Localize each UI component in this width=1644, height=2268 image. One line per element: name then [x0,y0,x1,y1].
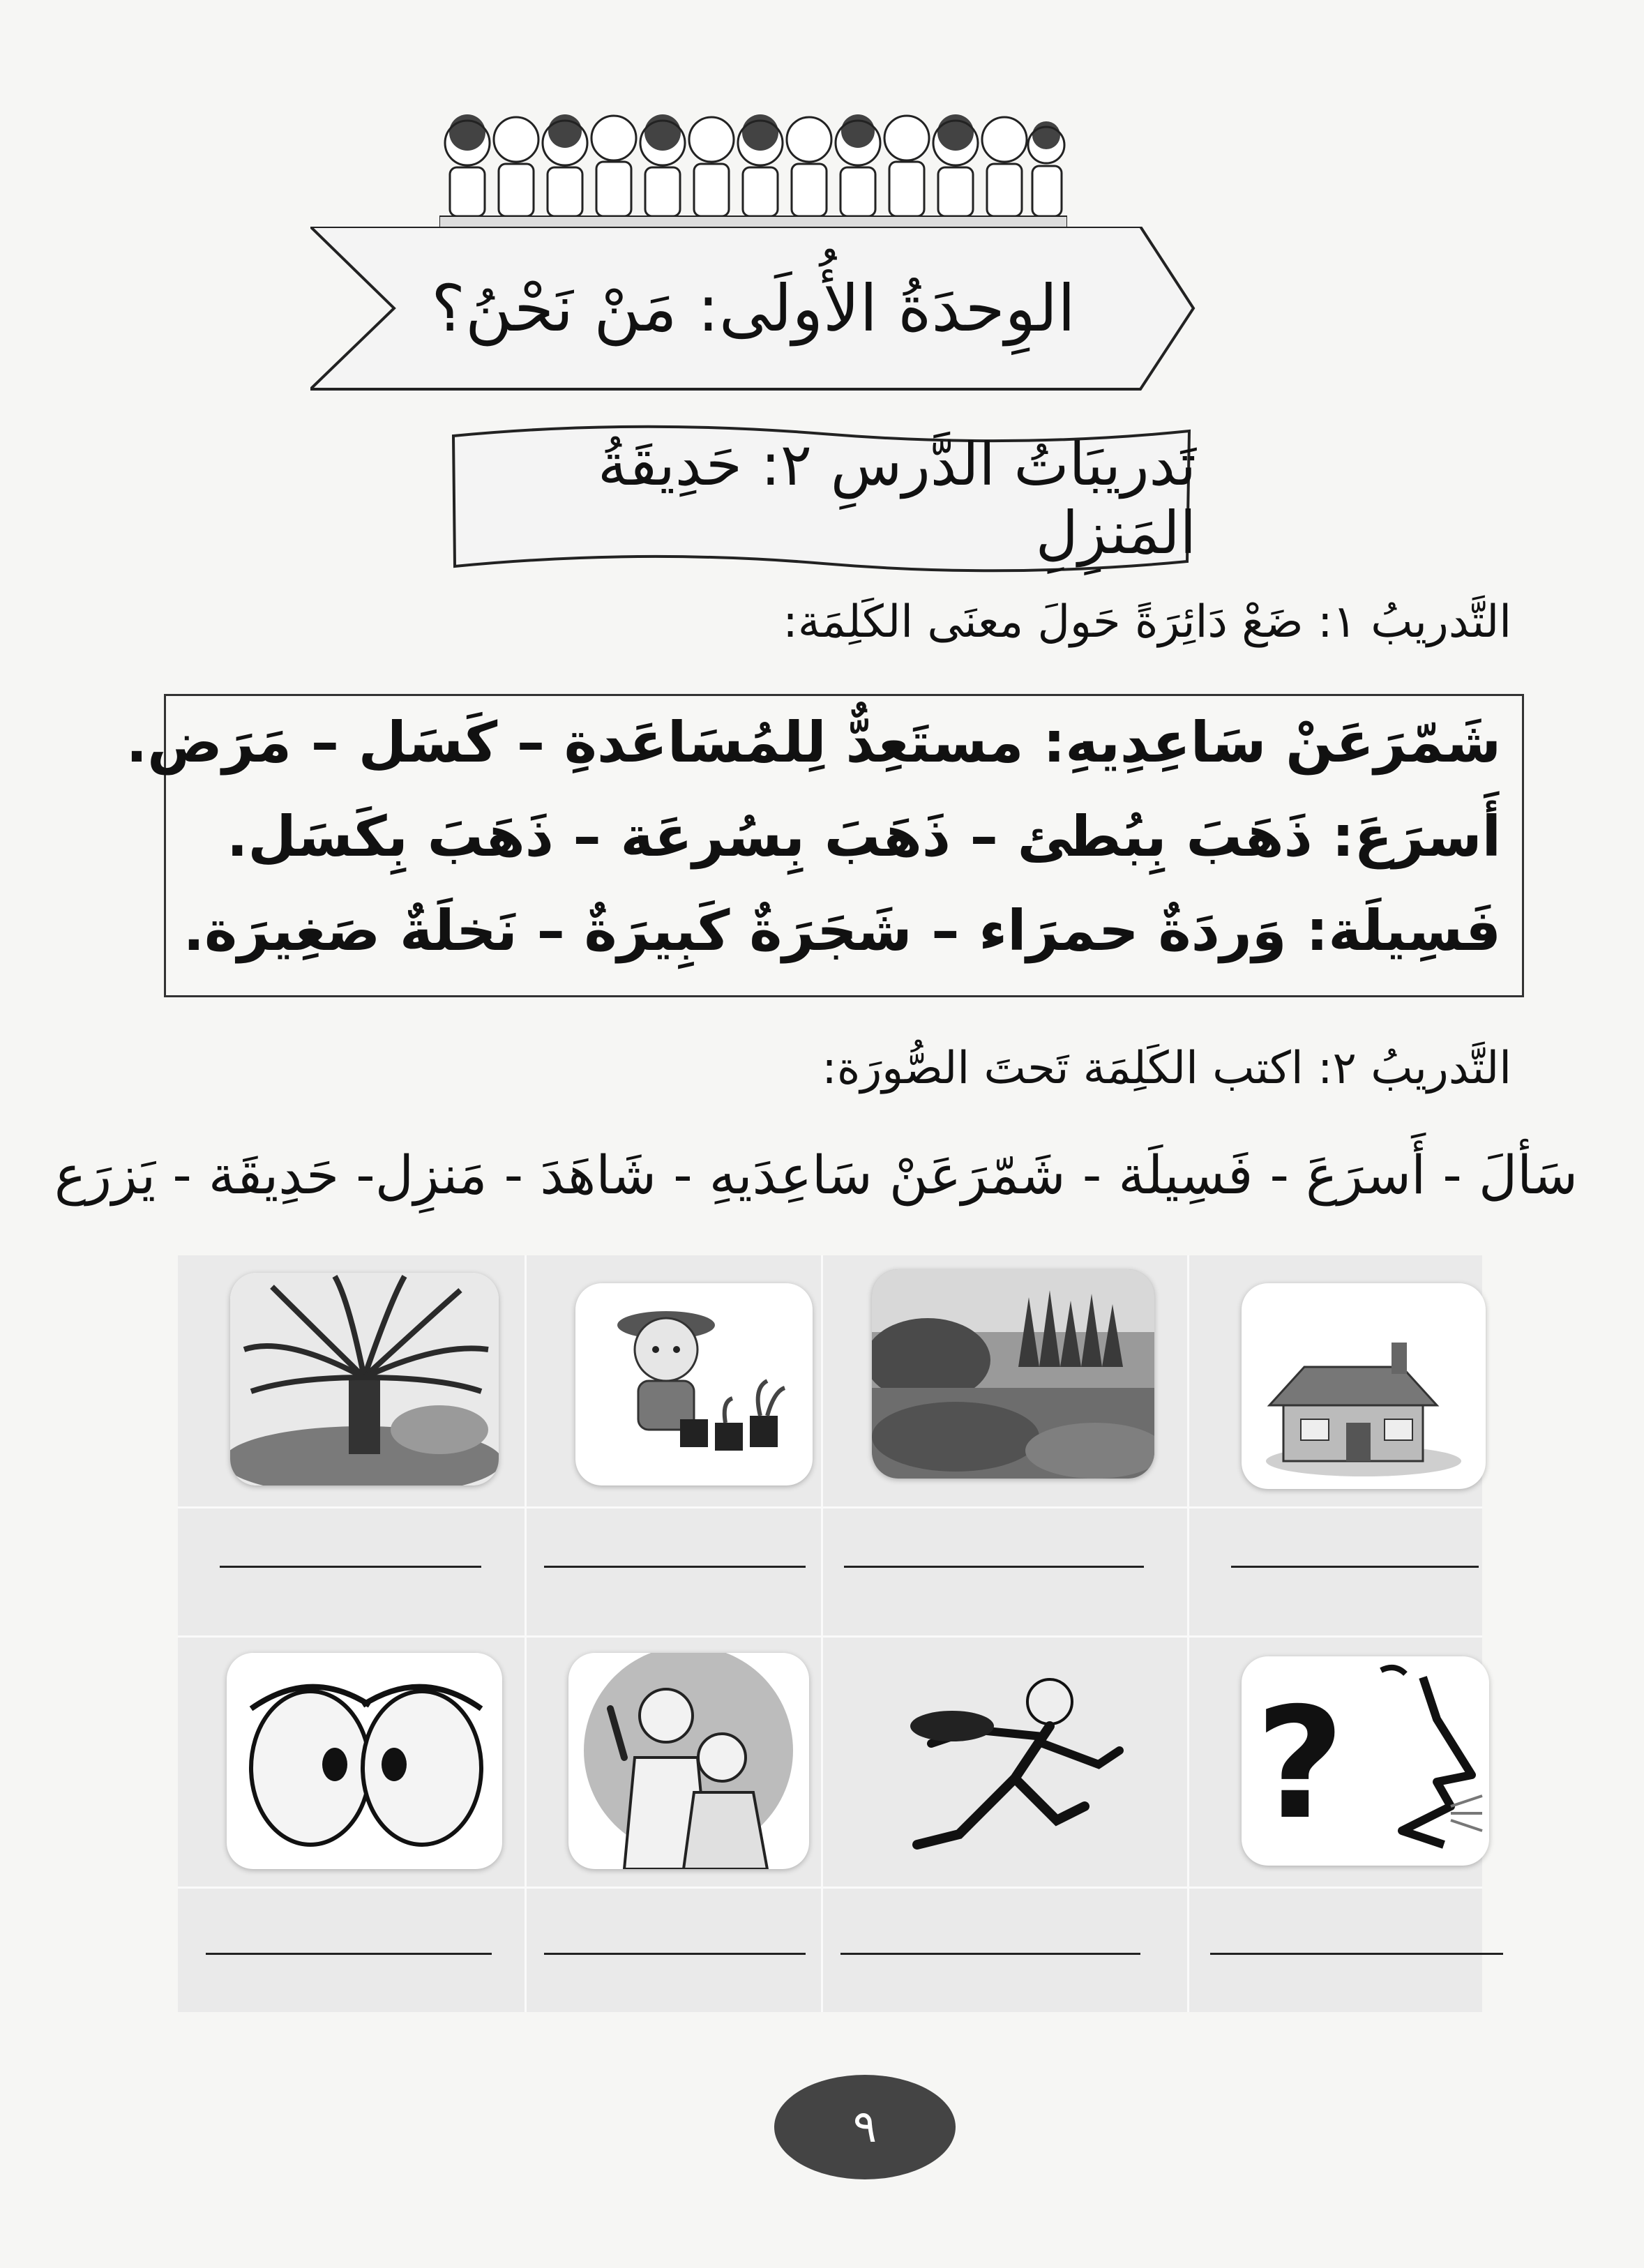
svg-text:?: ? [1255,1674,1345,1853]
exercise1-box [126,694,1524,997]
two-men-icon [568,1653,809,1869]
exercise1-item[interactable]: شَمّرَعَنْ سَاعِدِيهِ: مستَعِدٌّ لِلمُسَاعَدةِ – كَسَل – مَرَض. [126,710,1501,775]
eyes-icon [227,1653,502,1869]
answer-line[interactable] [544,1953,806,1955]
answer-line[interactable] [544,1566,806,1568]
answer-line[interactable] [844,1566,1144,1568]
running-man-icon [875,1660,1151,1869]
word-bank: سَألَ - أَسرَعَ - فَسِيلَة - شَمّرَعَنْ سَاعِدَيهِ - شَاهَدَ - مَنزِل- حَدِيقَة - يَزرَع [54,1144,1578,1206]
answer-line[interactable] [1210,1953,1503,1955]
asking-face-icon [1242,1656,1489,1866]
exercise1-item[interactable]: أَسرَعَ: ذَهَبَ بِبُطئ – ذَهَبَ بِسُرعَة – ذَهَبَ بِكَسَل. [226,804,1501,869]
exercise2-instruction: التَّدريبُ ٢: اكتب الكَلِمَة تَحتَ الصُّورَة: [822,1043,1511,1094]
answer-line[interactable] [206,1953,492,1955]
exercise1-instruction: التَّدريبُ ١: ضَعْ دَائِرَةً حَولَ معنَى الكَلِمَة: [783,596,1511,648]
picture-grid [178,1255,1482,2012]
house-icon [1242,1283,1486,1489]
exercise1-item[interactable]: فَسِيلَة: وَردَةٌ حمرَاء – شَجَرَةٌ كَبِيرَةٌ – نَخلَةٌ صَغِيرَة. [183,898,1501,963]
garden-photo [872,1269,1154,1479]
answer-line[interactable] [1231,1566,1479,1568]
answer-line[interactable] [840,1953,1140,1955]
unit-title: الوِحدَةُ الأُولَى: مَنْ نَحْنُ؟ [431,271,1076,346]
page-number: ٩ [774,2075,956,2179]
answer-line[interactable] [220,1566,481,1568]
palm-tree-photo [230,1273,499,1485]
lesson-title: تَدريبَاتُ الدَّرسِ ٢: حَدِيقَةُ المَنزِلِ [597,430,1196,567]
children-illustration [439,112,1067,244]
boy-planting-icon [575,1283,813,1485]
